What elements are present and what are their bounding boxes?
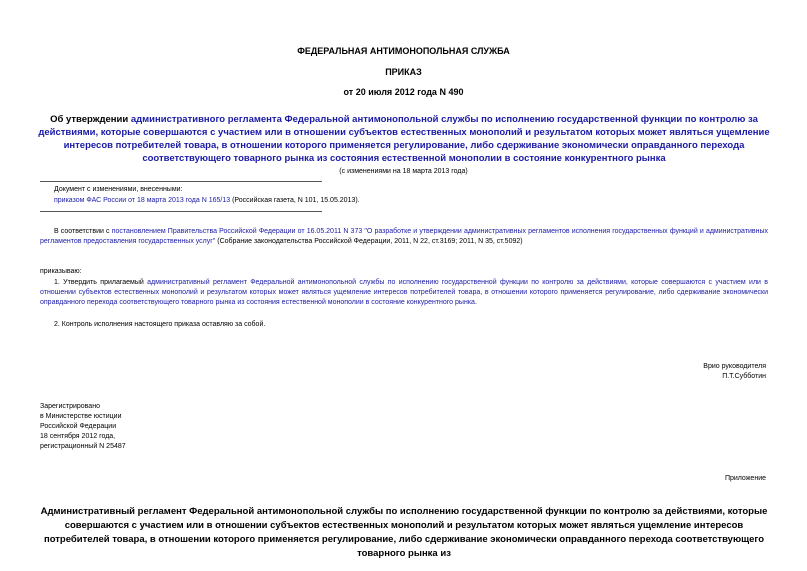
registration-line-4: 18 сентября 2012 года, [40, 433, 116, 440]
basis-prefix: В соответствии с [54, 228, 112, 235]
item-1-prefix: 1. Утвердить прилагаемый [54, 279, 148, 286]
registration-line-3: Российской Федерации [40, 423, 117, 430]
changes-suffix: (Российская газета, N 101, 15.05.2013). [230, 197, 360, 204]
appendix-title: Административный регламент Федеральной антимонопольной службы по исполнению государственной функции по контролю за действиями, которые совершаются с участием или в отношении субъектов естественных монополий и результатом которых может являться ущемление интересов потребителей товара, в отношении которого применяется регулирование, либо сдерживание экономически оправданного перехода соответствующего товарного рынка из [40, 506, 768, 559]
order-word: приказываю: [40, 268, 82, 275]
doc-type-heading: ПРИКАЗ [385, 67, 422, 77]
document-title [36, 113, 772, 165]
basis-resolution-link[interactable]: постановлением Правительства Российской Федерации от 16.05.2011 N 373 "О разработке и утверждении административных регламентов исполнения государственных функций и административных регламентов предоставления государственных услуг" [40, 228, 768, 245]
doc-date-number: от 20 июля 2012 года N 490 [343, 87, 464, 97]
item-1-paragraph [40, 278, 768, 308]
signature-position: Врио руководителя [703, 363, 766, 370]
item-1-suffix: . [474, 299, 477, 306]
signature-name: П.Т.Субботин [722, 373, 766, 380]
agency-heading: ФЕДЕРАЛЬНАЯ АНТИМОНОПОЛЬНАЯ СЛУЖБА [297, 46, 510, 56]
changes-top-divider [40, 181, 322, 182]
registration-line-1: Зарегистрировано [40, 403, 100, 410]
registration-line-5: регистрационный N 25487 [40, 443, 126, 450]
basis-paragraph [40, 227, 768, 247]
registration-block [40, 402, 126, 452]
changes-order-link[interactable]: приказом ФАС России от 18 марта 2013 года N 165/13 [54, 197, 231, 204]
changes-reference [54, 196, 374, 206]
changes-bottom-divider [40, 211, 322, 212]
appendix-label: Приложение [724, 475, 766, 482]
title-regulation-link[interactable]: административного регламента Федеральной антимонопольной службы по исполнению государственной функции по контролю за действиями, которые совершаются с участием или в отношении субъектов естественных монополий и результатом которых может являться ущемление интересов потребителей товара, в отношении которого применяется регулирование, либо сдерживание экономически оправданного перехода соответствующего товарного рынка из состояния естественной монополии в состояние конкурентного рынка [38, 114, 770, 164]
item-1-regulation-link[interactable]: административный регламент Федеральной антимонопольной службы по исполнению государственной функции по контролю за действиями, которые совершаются с участием или в отношении субъектов естественных монополий и результатом которых может являться ущемление интересов потребителей товара, в отношении которого применяется регулирование, либо сдерживание экономически оправданного перехода соответствующего товарного рынка из состояния естественной монополии в состояние конкурентного рынка [40, 279, 768, 306]
item-2-paragraph: 2. Контроль исполнения настоящего приказа оставляю за собой. [54, 321, 266, 328]
title-prefix: Об утверждении [50, 114, 131, 125]
basis-suffix: (Собрание законодательства Российской Федерации, 2011, N 22, ст.3169; 2011, N 35, ст.5092) [215, 238, 523, 245]
changes-label: Документ с изменениями, внесенными: [54, 186, 183, 193]
revision-note: (с изменениями на 18 марта 2013 года) [339, 168, 468, 175]
registration-line-2: в Министерстве юстиции [40, 413, 122, 420]
